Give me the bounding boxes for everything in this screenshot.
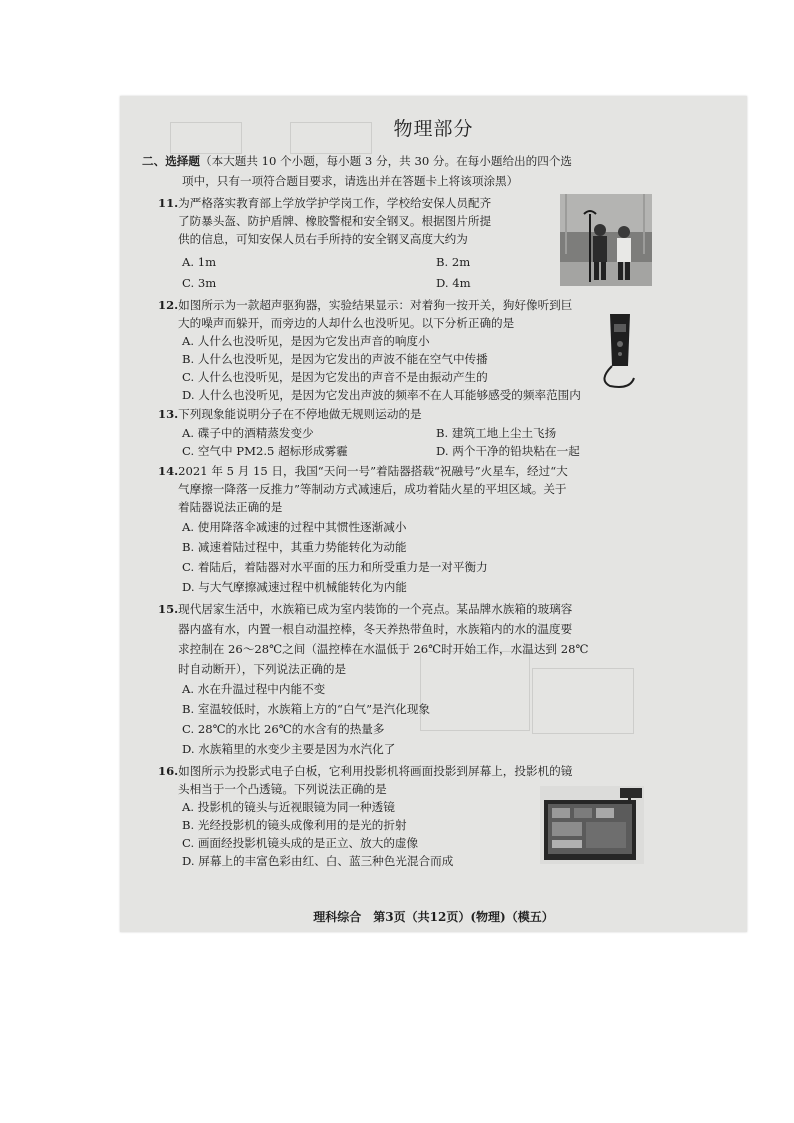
- q16-option-c: C. 画面经投影机镜头成的是正立、放大的虚像: [182, 836, 419, 850]
- q13-option-c: C. 空气中 PM2.5 超标形成雾霾: [182, 444, 348, 458]
- q16-stem-text: 如图所示为投影式电子白板，它利用投影机将画面投影到屏幕上，投影机的镜: [178, 764, 573, 778]
- q12-stem-1: [158, 298, 572, 312]
- q11-number: 11.: [158, 196, 179, 210]
- q12-stem-2: 大的噪声而躲开，而旁边的人却什么也没听见。以下分析正确的是: [178, 316, 515, 330]
- q16-option-b: B. 光经投影机的镜头成像利用的是光的折射: [182, 818, 407, 832]
- q15-option-a: A. 水在升温过程中内能不变: [182, 682, 326, 696]
- q14-stem-1: [158, 464, 568, 478]
- q15-stem-4: 时自动断开），下列说法正确的是: [178, 662, 347, 676]
- q16-stem-2: 头相当于一个凸透镜。下列说法正确的是: [178, 782, 387, 796]
- q15-stem-2: 器内盛有水，内置一根自动温控棒，冬天养热带鱼时，水族箱内的水的温度要: [178, 622, 573, 636]
- section-heading: 二、选择题: [142, 154, 200, 168]
- q14-stem-text: 2021 年 5 月 15 日，我国“天问一号”着陆器搭载“祝融号”火星车，经过“大: [178, 464, 568, 478]
- q11-option-b: B. 2m: [436, 255, 471, 269]
- q15-option-d: D. 水族箱里的水变少主要是因为水汽化了: [182, 742, 396, 756]
- q11-option-c: C. 3m: [182, 276, 217, 290]
- q14-stem-2: 气摩擦一降落一反推力”等制动方式减速后，成功着陆火星的平坦区域。关于: [178, 482, 567, 496]
- q16-number: 16.: [158, 764, 179, 778]
- q12-number: 12.: [158, 298, 179, 312]
- q15-option-b: B. 室温较低时，水族箱上方的“白气”是汽化现象: [182, 702, 431, 716]
- q15-stem-3: 求控制在 26～28℃之间（温控棒在水温低于 26℃时开始工作，水温达到 28℃: [178, 642, 589, 656]
- section-instruction: [142, 154, 572, 168]
- exam-paper: [120, 96, 747, 932]
- security-guards-photo: [560, 194, 652, 286]
- q11-stem-1: [158, 196, 491, 210]
- q12-stem-text: 如图所示为一款超声驱狗器，实验结果显示：对着狗一按开关，狗好像听到巨: [178, 298, 573, 312]
- q11-option-a: A. 1m: [182, 255, 217, 269]
- q11-stem-text: 为严格落实教育部上学放学护学岗工作，学校给安保人员配齐: [178, 196, 492, 210]
- q11-stem-2: 了防暴头盔、防护盾牌、橡胶警棍和安全钢叉。根据图片所提: [178, 214, 492, 228]
- q12-option-d: D. 人什么也没听见，是因为它发出声波的频率不在人耳能够感受的频率范围内: [182, 388, 581, 402]
- page-footer: 理科综合 第3页（共12页）(物理)（模五）: [313, 910, 554, 924]
- q11-option-d: D. 4m: [436, 276, 471, 290]
- q15-stem-text: 现代居家生活中，水族箱已成为室内装饰的一个亮点。某品牌水族箱的玻璃容: [178, 602, 573, 616]
- instruction-line-2: 项中，只有一项符合题目要求，请选出并在答题卡上将该项涂黑）: [182, 174, 519, 188]
- q16-option-a: A. 投影机的镜头与近视眼镜为同一种透镜: [182, 800, 395, 814]
- q14-number: 14.: [158, 464, 179, 478]
- q12-option-a: A. 人什么也没听见，是因为它发出声音的响度小: [182, 334, 430, 348]
- q15-number: 15.: [158, 602, 179, 616]
- q11-stem-3: 供的信息，可知安保人员右手所持的安全钢叉高度大约为: [178, 232, 468, 246]
- q14-option-c: C. 着陆后，着陆器对水平面的压力和所受重力是一对平衡力: [182, 560, 488, 574]
- q16-stem-1: [158, 764, 572, 778]
- dog-repeller-image: [590, 310, 650, 390]
- q16-option-d: D. 屏幕上的丰富色彩由红、白、蓝三种色光混合而成: [182, 854, 454, 868]
- bleed-through-box: [420, 651, 530, 731]
- q15-option-c: C. 28℃的水比 26℃的水含有的热量多: [182, 722, 385, 736]
- q12-option-c: C. 人什么也没听见，是因为它发出的声音不是由振动产生的: [182, 370, 488, 384]
- q13-stem-text: 下列现象能说明分子在不停地做无规则运动的是: [178, 407, 422, 421]
- q13-number: 13.: [158, 407, 179, 421]
- q13-stem-1: [158, 407, 422, 421]
- q14-option-a: A. 使用降落伞减速的过程中其惯性逐渐减小: [182, 520, 407, 534]
- page-title: 物理部分: [393, 118, 474, 140]
- q13-option-a: A. 碟子中的酒精蒸发变少: [182, 426, 314, 440]
- instruction-line-1: （本大题共 10 个小题，每小题 3 分，共 30 分。在每小题给出的四个选: [199, 154, 573, 168]
- projector-whiteboard-image: [540, 786, 644, 864]
- q13-option-d: D. 两个干净的铅块粘在一起: [436, 444, 580, 458]
- q12-option-b: B. 人什么也没听见，是因为它发出的声波不能在空气中传播: [182, 352, 488, 366]
- q14-option-d: D. 与大气摩擦减速过程中机械能转化为内能: [182, 580, 407, 594]
- q15-stem-1: [158, 602, 572, 616]
- q14-option-b: B. 减速着陆过程中，其重力势能转化为动能: [182, 540, 407, 554]
- q14-stem-3: 着陆器说法正确的是: [178, 500, 283, 514]
- bleed-through-box: [532, 668, 634, 734]
- q13-option-b: B. 建筑工地上尘土飞扬: [436, 426, 557, 440]
